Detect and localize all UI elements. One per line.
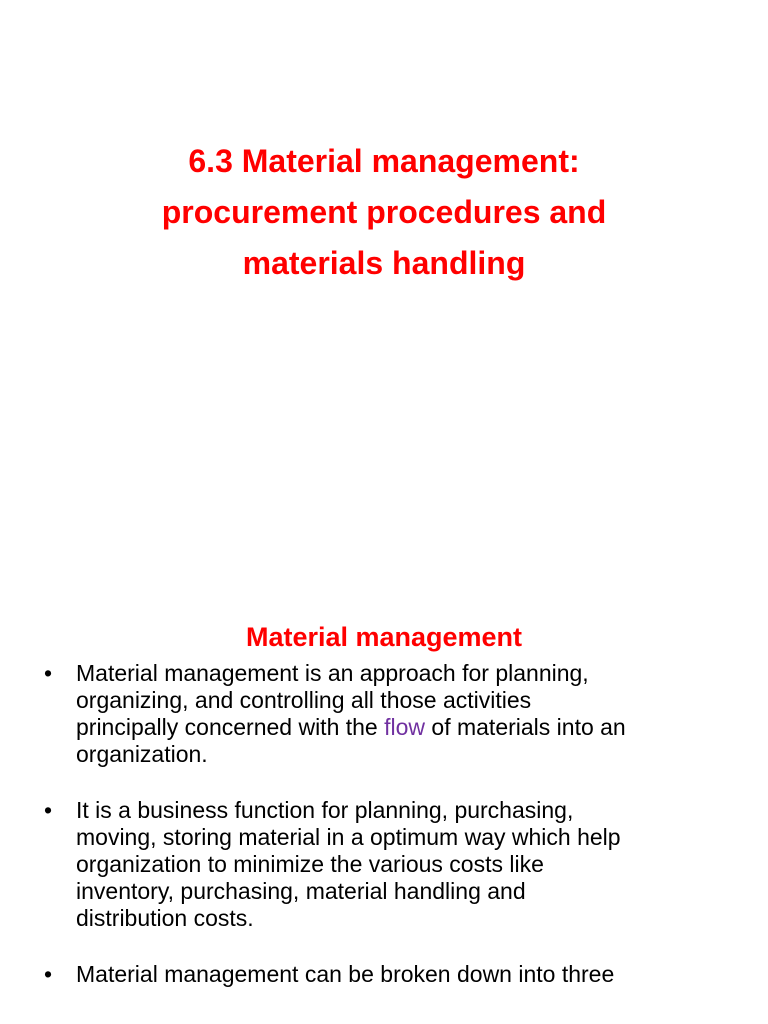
section-heading: Material management: [245, 622, 523, 652]
bullet-line: Material management can be broken down into three: [76, 961, 615, 987]
bullet-line-segment: principally concerned with the: [76, 714, 385, 740]
bullet-dot-icon: •: [44, 797, 53, 823]
bullet-dot-icon: •: [44, 660, 53, 686]
bullet-dot-icon: •: [44, 961, 53, 987]
bullet-list: [44, 660, 744, 1017]
bullet-line: distribution costs.: [76, 905, 254, 931]
bullet-item: [44, 961, 744, 988]
bullet-line: It is a business function for planning, purchasing,: [76, 797, 574, 823]
bullet-line: organization to minimize the various costs like: [76, 851, 544, 877]
slide-title-line: materials handling: [242, 245, 526, 281]
bullet-line: organizing, and controlling all those activities: [76, 687, 532, 713]
bullet-line: [76, 714, 744, 741]
slide-title-line: procurement procedures and: [161, 194, 607, 230]
bullet-item: [44, 660, 744, 768]
bullet-line: Material management is an approach for planning,: [76, 660, 589, 686]
bullet-line-segment: of materials into an: [425, 714, 626, 740]
slide-title: [60, 136, 708, 289]
flow-link[interactable]: flow: [384, 714, 426, 740]
bullet-line: organization.: [76, 741, 208, 767]
bullet-line: inventory, purchasing, material handling and: [76, 878, 526, 904]
bullet-text: [76, 797, 744, 932]
content-slide: [0, 576, 768, 1024]
bullet-text: [76, 660, 744, 768]
bullet-text: [76, 961, 744, 988]
bullet-line: moving, storing material in a optimum way which help: [76, 824, 621, 850]
bullet-item: [44, 797, 744, 932]
slide-title-line: 6.3 Material management:: [188, 143, 580, 179]
